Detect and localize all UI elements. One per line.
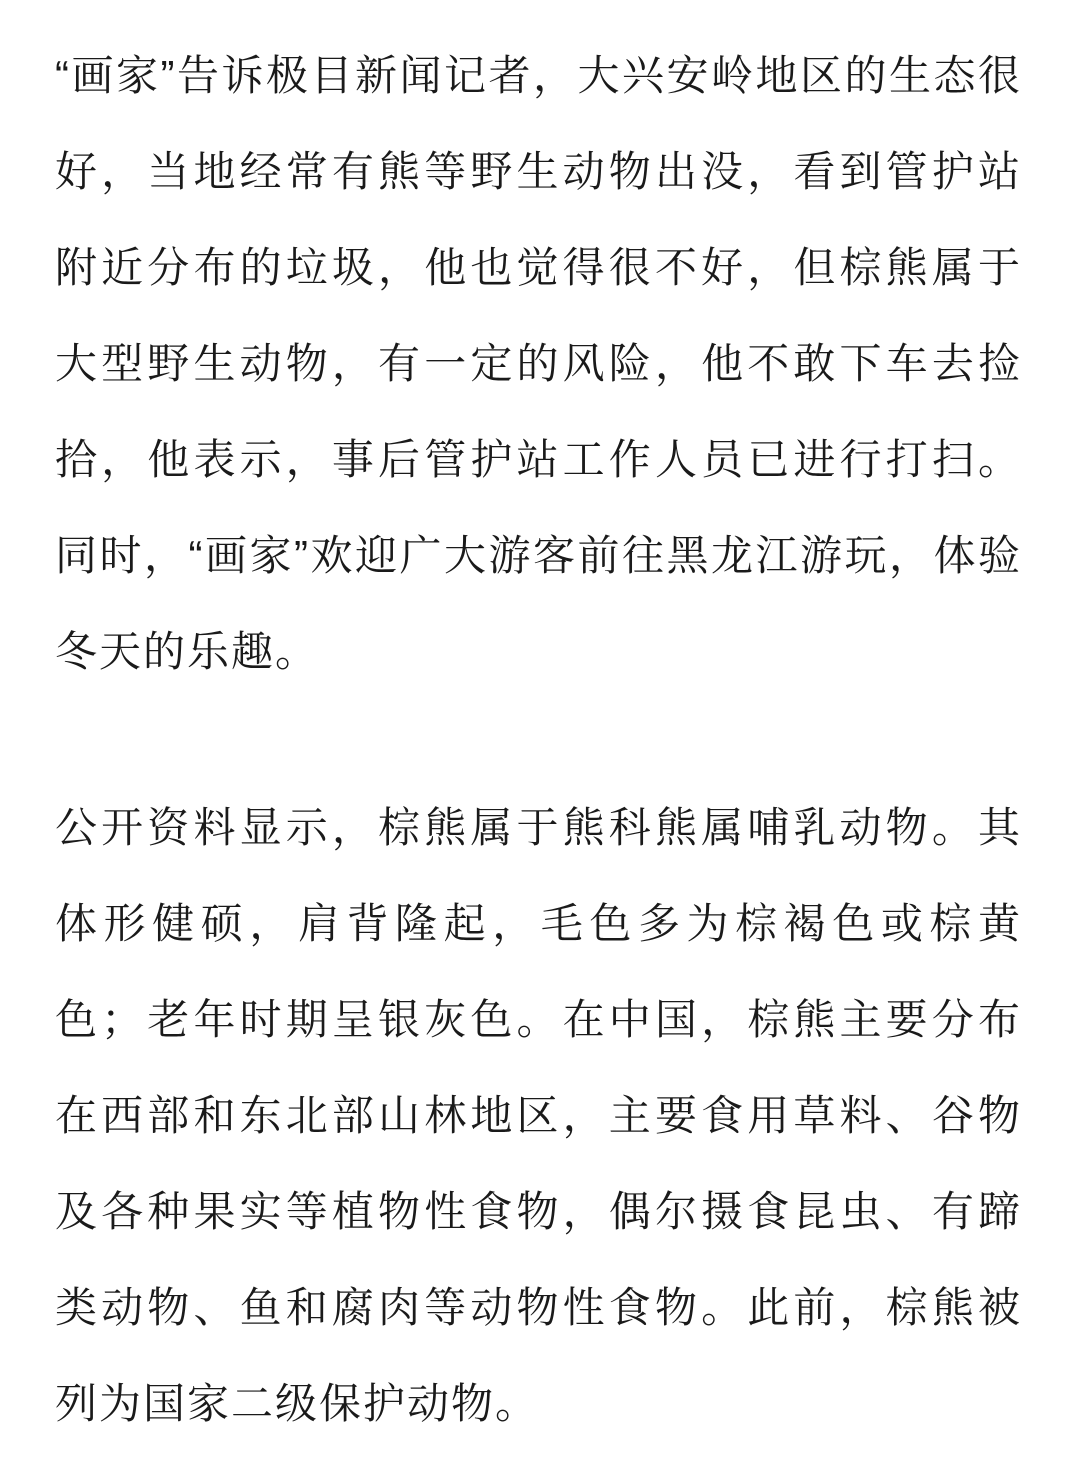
article-paragraph: 公开资料显示，棕熊属于熊科熊属哺乳动物。其体形健硕，肩背隆起，毛色多为棕褐色或棕黄色；老年时期呈银灰色。在中国，棕熊主要分布在西部和东北部山林地区，主要食用草料、谷物及各种果实等植物性食物，偶尔摄食昆虫、有蹄类动物、鱼和腐肉等动物性食物。此前，棕熊被列为国家二级保护动物。 — [55, 804, 1022, 1427]
article-paragraph: “画家”告诉极目新闻记者，大兴安岭地区的生态很好，当地经常有熊等野生动物出没，看到管护站附近分布的垃圾，他也觉得很不好，但棕熊属于大型野生动物，有一定的风险，他不敢下车去捡拾，他表示，事后管护站工作人员已进行打扫。同时，“画家”欢迎广大游客前往黑龙江游玩，体验冬天的乐趣。 — [55, 52, 1022, 675]
